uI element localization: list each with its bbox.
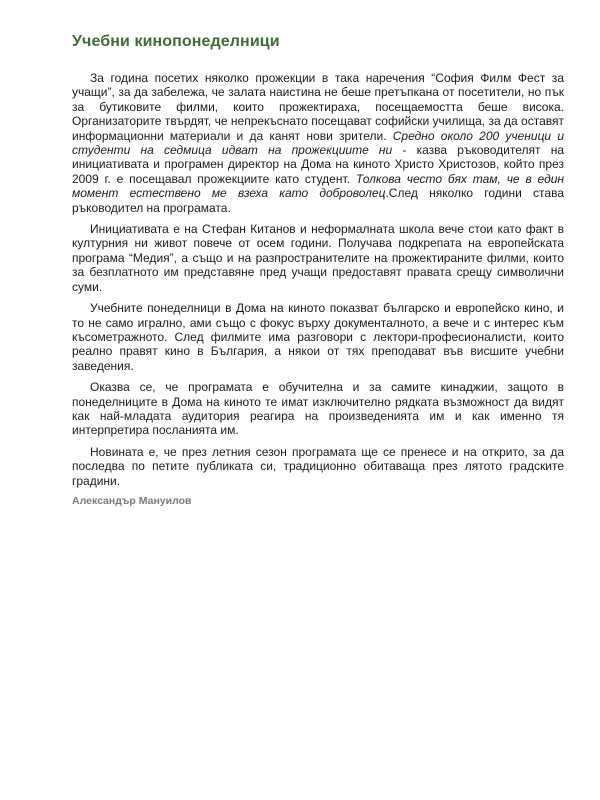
article [72, 33, 564, 508]
paragraph-1-quote-2: Толкова често бях там, че в един момент естествено ме взеха като доброволец [72, 171, 565, 201]
article-title: Учебни кинопонеделници [72, 33, 280, 50]
paragraph-3: Учебните понеделници в Дома на киното показват българско и европейско кино, и то не само игрално, ами също с фокус върху документалното, а вече и с интерес към късометражното. След филмите има разговори с лектори-професионалисти, които реално правят кино в България, а някои от тях преподават във висшите учебни заведения. [72, 301, 564, 373]
paragraph-2: Инициативата е на Стефан Китанов и неформалната школа вече стои като факт в културния ни живот повече от осем години. Получава подкрепата на европейската програма “Медия”, а също и на разпространителите на прожектираните филми, които за безплатното им представяне пред учащи предоставят правата срещу символични суми. [72, 222, 564, 294]
paragraph-1 [72, 71, 564, 215]
paragraph-1-text-e: .След няколко години става ръководител на програмата. [72, 186, 564, 215]
paragraph-1-text-c: - казва ръководителят на инициативата и програмен директор на Дома на киното Христо Христозов, който през 2009 г. е посещавал прожекциите като студент. [72, 143, 564, 186]
paragraph-1-text-a: За година посетих няколко прожекции в така наречения “София Филм Фест за учащи”, за да забележа, че залата наистина не беше претъпкана от посетители, но пък за бутиковите филми, които прожектираха, посещаемостта беше висока. Организаторите твърдят, че непрекъснато посещават софийски училища, за да оставят информационни материали и да канят нови зрители. [72, 71, 564, 143]
author-name: Александър Мануилов [72, 494, 192, 507]
paragraph-5: Новината е, че през летния сезон програмата ще се пренесе и на открито, за да последва по петите публиката си, традиционно обитаваща през лятото градските градини. [72, 444, 564, 488]
paragraph-4: Оказва се, че програмата е обучителна и за самите кинаджии, защото в понеделниците в Дома на киното те имат изключително рядката възможност да видят как най-младата аудитория реагира на произведенията им и как именно тя интерпретира посланията им. [72, 380, 564, 438]
paragraph-1-quote-1: Средно около 200 ученици и студенти на седмица идват на прожекциите ни [72, 128, 564, 158]
